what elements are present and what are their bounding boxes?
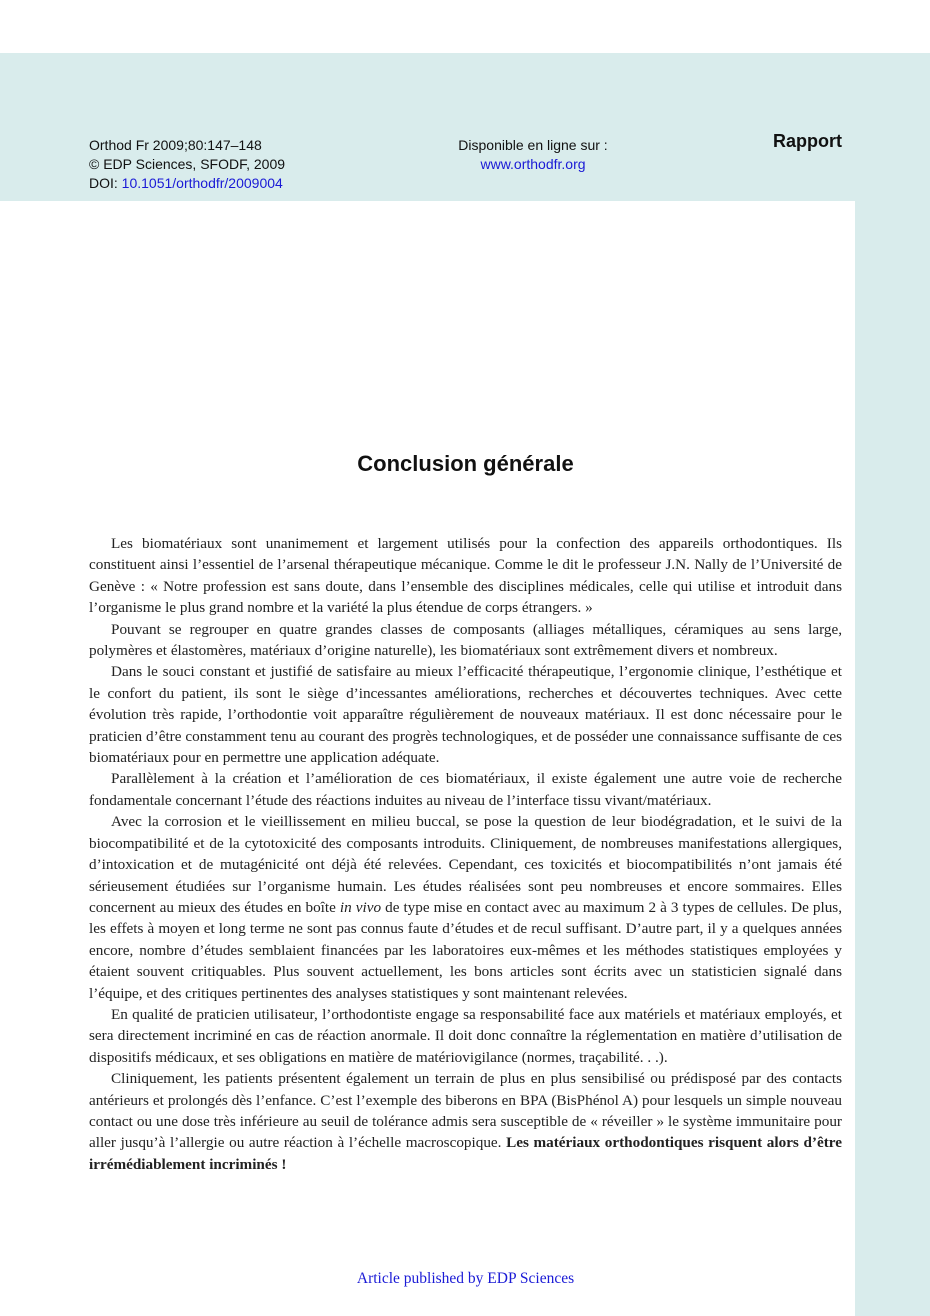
paragraph-1: Les biomatériaux sont unanimement et largement utilisés pour la confection des appareils orthodontiques. Ils constituent ainsi l’essentiel de l’arsenal thérapeutique mécanique. Comme le dit le professeur J.N. Nally de l’Université de Genève : « Notre profession est sans doute, dans l’ensemble des disciplines médicales, celle qui utilise et introduit dans l’organisme le plus grand nombre et la variété la plus étendue de corps étrangers. » [89,535,842,617]
paragraph-7 [89,1068,842,1175]
paragraph-5-end: de type mise en contact avec au maximum 2 à 3 types de cellules. De plus, les effets à moyen et long terme ne sont pas connus faute d’études et de recul suffisant. D’autre part, il y a quelques années encore, nombre d’études semblaient financées par les laboratoires eux-mêmes et les méthodes statistiques employées y étaient souvent critiquables. Plus souvent actuellement, les bons articles sont écrits avec un statisticien signalé dans l’équipe, et des critiques pertinentes des analyses statistiques y sont maintenant relevées. [89,898,843,1002]
paragraph-4: Parallèlement à la création et l’amélioration de ces biomatériaux, il existe également une autre voie de recherche fondamentale concernant l’étude des réactions induites au niveau de l’interface tissu vivant/matériaux. [89,770,842,809]
section-label: Rapport [773,131,842,151]
paragraph-6: En qualité de praticien utilisateur, l’orthodontiste engage sa responsabilité face aux matériels et matériaux employés, et sera directement incriminé en cas de réaction anormale. Il doit donc connaître la réglementation en matière d’utilisation de dispositifs médicaux, et ses obligations en matière de matériovigilance (normes, traçabilité. . .). [89,1005,842,1066]
publisher-link[interactable]: Article published by EDP Sciences [356,1270,575,1287]
available-label: Disponible en ligne sur : [458,137,608,153]
paragraph-7-start: Cliniquement, les patients présentent également un terrain de plus en plus sensibilisé ou prédisposé par des contacts antérieurs et prolongés dès l’enfance. C’est l’exemple des biberons en BPA (BisPhénol A) pour lesquels un simple nouveau contact ou une dose très inférieure au seuil de tolérance admis sera susceptible de « réveiller » le système immunitaire pour aller jusqu’à l’allergie ou autre réaction à l’échelle macroscopique. [89,1070,842,1152]
paragraph-5 [89,811,842,1004]
journal-citation: Orthod Fr 2009;80:147–148 [89,137,262,153]
doi-link[interactable]: 10.1051/orthodfr/2009004 [121,175,283,191]
paragraph-5-start: Avec la corrosion et le vieillissement en milieu buccal, se pose la question de leur biodégradation, et le suivi de la biocompatibilité et de la cytotoxicité des composants introduits. Cliniquement, de nombreuses manifestations allergiques, d’intoxication et de mutagénicité ont déjà été relevées. Cependant, ces toxicités et biocompatibilités n’ont jamais été sérieusement étudiées sur l’organisme humain. Les études réalisées sont peu nombreuses et encore sommaires. Elles concernent au mieux des études en boîte [89,813,842,916]
article-body [89,533,842,1175]
side-band [855,201,930,1316]
concluding-statement: Les matériaux orthodontiques risquent alors d’être irrémédiablement incriminés ! [89,1134,842,1173]
doi-line [89,174,285,193]
paragraph-3: Dans le souci constant et justifié de satisfaire au mieux l’efficacité thérapeutique, l’ergonomie clinique, l’esthétique et le confort du patient, ils sont le siège d’incessantes améliorations, recherches et découvertes techniques. Avec cette évolution très rapide, l’orthodontie voit apparaître régulièrement de nouveaux matériaux. Il est donc nécessaire pour le praticien d’être constamment tenu au courant des progrès technologiques, et de posséder une connaissance suffisante de ces biomatériaux pour en permettre une application adéquate. [89,663,842,767]
in-vivo-term: in vivo [339,898,382,916]
availability-block [383,136,683,174]
copyright-line: © EDP Sciences, SFODF, 2009 [89,156,286,172]
paragraph-2: Pouvant se regrouper en quatre grandes classes de composants (alliages métalliques, céramiques au sens large, polymères et élastomères, matériaux d’origine naturelle), les biomatériaux sont extrêmement divers et nombreux. [89,620,842,660]
website-link[interactable]: www.orthodfr.org [480,156,586,172]
citation-block [89,136,285,193]
article-title: Conclusion générale [357,451,574,476]
doi-label: DOI: [89,175,122,191]
